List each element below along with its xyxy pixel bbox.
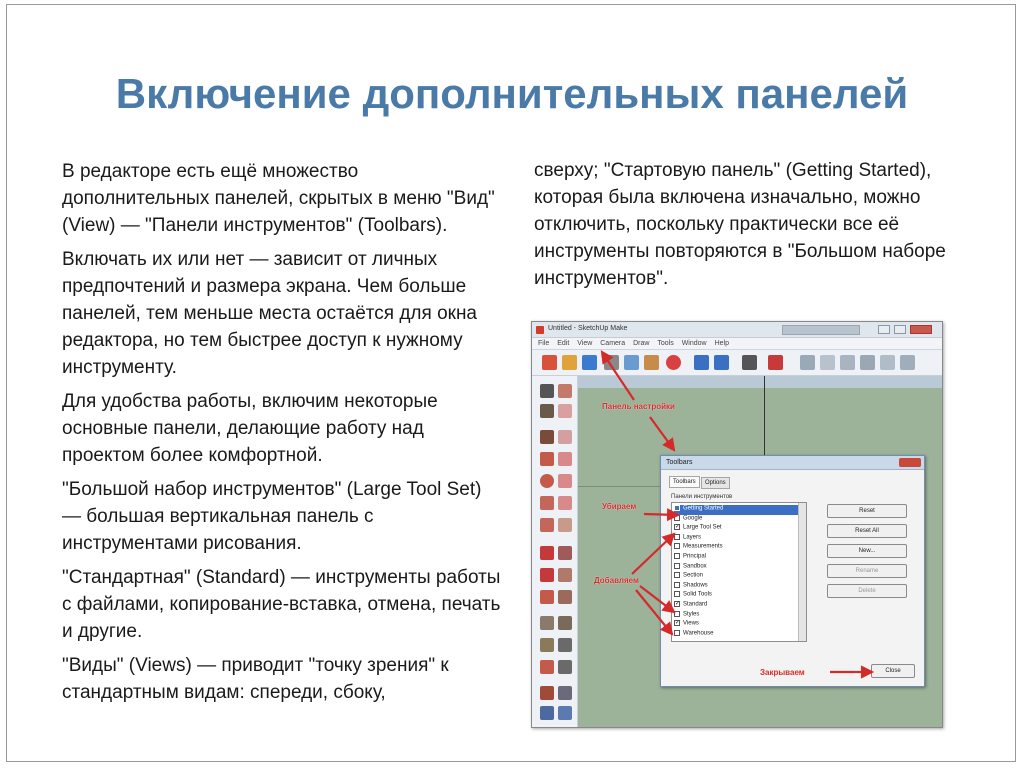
rotated-rectangle-icon[interactable] [558, 452, 572, 466]
paragraph: В редакторе есть ещё множество дополнительных панелей, скрытых в меню "Вид" (View) — "Панели инструментов" (Toolbars). [62, 161, 495, 236]
new-file-icon[interactable] [542, 355, 557, 370]
checkbox-icon[interactable] [674, 505, 680, 511]
orbit-icon[interactable] [540, 686, 554, 700]
slide-title: Включение дополнительных панелей [115, 70, 909, 117]
window-titlebar [532, 322, 942, 338]
paragraph: Включать их или нет — зависит от личных предпочтений и размера экрана. Чем больше панелей, тем меньше места остаётся для окна редактора, но тем быстрее доступ к нужному инструменту. [62, 249, 478, 378]
rename-button[interactable]: Rename [827, 564, 907, 578]
freehand-icon[interactable] [558, 430, 572, 444]
toolbar-list-item-label: Section [683, 572, 704, 579]
checkbox-icon[interactable] [674, 563, 680, 569]
menu-view[interactable]: View [577, 340, 593, 347]
toolbar-list-item[interactable] [674, 611, 699, 621]
dimension-icon[interactable] [558, 616, 572, 630]
cut-icon[interactable] [604, 355, 619, 370]
toolbar-list-item-label: Warehouse [683, 630, 714, 637]
toolbar-list-item-label: Standard [683, 601, 708, 608]
pie-icon[interactable] [558, 518, 572, 532]
eraser-icon[interactable] [558, 404, 572, 418]
menu-camera[interactable]: Camera [600, 340, 626, 347]
toolbar-list-item-label: Large Tool Set [683, 524, 722, 531]
select-tool-icon[interactable] [540, 384, 554, 398]
reset-button[interactable]: Reset [827, 504, 907, 518]
toolbar-list-item-label: Google [683, 515, 703, 522]
menu-bar [532, 338, 942, 350]
axes-icon[interactable] [540, 660, 554, 674]
erase-icon[interactable] [666, 355, 681, 370]
paint-bucket-icon[interactable] [540, 404, 554, 418]
offset-icon[interactable] [558, 590, 572, 604]
move-icon[interactable] [540, 546, 554, 560]
toolbar-list-item[interactable] [674, 582, 708, 592]
paragraph: Для удобства работы, включим некоторые основные панели, делающие работу над проектом более комфортной. [62, 391, 438, 466]
toolbar-list-item-label: Styles [683, 611, 700, 618]
toolbar-list-item[interactable] [674, 572, 703, 582]
paste-icon[interactable] [644, 355, 659, 370]
checkbox-icon[interactable]: ✓ [675, 620, 681, 627]
protractor-icon[interactable] [540, 638, 554, 652]
two-point-arc-icon[interactable] [558, 496, 572, 510]
toolbar-list-item[interactable] [674, 601, 707, 611]
top-view-icon[interactable] [820, 355, 835, 370]
toolbar-list-item[interactable] [674, 563, 707, 573]
close-button[interactable]: Close [871, 664, 915, 678]
arc-icon[interactable] [540, 496, 554, 510]
polygon-icon[interactable] [558, 474, 572, 488]
search-box[interactable] [782, 325, 860, 335]
three-point-arc-icon[interactable] [540, 518, 554, 532]
undo-icon[interactable] [694, 355, 709, 370]
checkbox-icon[interactable] [674, 572, 680, 578]
right-text-column [534, 157, 954, 299]
checkbox-icon[interactable] [674, 553, 680, 559]
toolbar-list-item-label: Sandbox [683, 563, 707, 570]
circle-icon[interactable] [540, 474, 554, 488]
paragraph: "Стандартная" (Standard) — инструменты работы с файлами, копирование-вставка, отмена, печать и другие. [62, 567, 501, 642]
dialog-close-icon[interactable] [899, 458, 921, 467]
iso-view-icon[interactable] [800, 355, 815, 370]
tab-options[interactable]: Options [701, 477, 730, 489]
toolbar-list-item[interactable] [674, 543, 723, 553]
menu-draw[interactable]: Draw [633, 340, 650, 347]
toolbar-list-item[interactable] [674, 630, 713, 640]
annotation-remove: Убираем [602, 502, 637, 511]
rectangle-icon[interactable] [540, 452, 554, 466]
menu-file[interactable]: File [538, 340, 550, 347]
tape-measure-icon[interactable] [540, 616, 554, 630]
push-pull-icon[interactable] [558, 546, 572, 560]
sketchup-screenshot [531, 321, 943, 728]
annotation-add: Добавляем [594, 576, 639, 585]
follow-me-icon[interactable] [558, 568, 572, 582]
close-icon[interactable] [910, 325, 932, 334]
checkbox-icon[interactable] [674, 630, 680, 636]
window-title: Untitled - SketchUp Make [548, 325, 628, 332]
delete-button[interactable]: Delete [827, 584, 907, 598]
annotation-close: Закрываем [760, 668, 805, 677]
checkbox-icon[interactable] [674, 591, 680, 597]
paragraph: сверху; "Стартовую панель" (Getting Started), которая была включена изначально, можно отключить, поскольку практически все её инструменты повторяются в "Большом наборе инструментов". [534, 160, 946, 289]
standard-toolbar [532, 350, 942, 376]
open-icon[interactable] [562, 355, 577, 370]
3d-text-icon[interactable] [558, 660, 572, 674]
checkbox-icon[interactable] [674, 611, 680, 617]
zoom-window-icon[interactable] [558, 706, 572, 720]
menu-tools[interactable]: Tools [657, 340, 674, 347]
save-icon[interactable] [582, 355, 597, 370]
minimize-icon[interactable] [878, 325, 890, 334]
toolbar-list-item[interactable] [674, 515, 702, 525]
toolbar-list-item-label: Views [683, 620, 699, 627]
copy-icon[interactable] [624, 355, 639, 370]
tab-toolbars[interactable]: Toolbars [669, 476, 700, 488]
toolbar-list-item-label: Getting Started [683, 505, 724, 512]
toolbar-list-item[interactable] [674, 591, 712, 601]
list-scrollbar[interactable] [798, 503, 806, 641]
front-view-icon[interactable] [840, 355, 855, 370]
make-component-icon[interactable] [558, 384, 572, 398]
checkbox-icon[interactable] [674, 515, 680, 521]
print-icon[interactable] [742, 355, 757, 370]
toolbar-list-item-label: Shadows [683, 582, 708, 589]
toolbar-list-item[interactable] [674, 534, 701, 544]
toolbars-group-label: Панели инструментов [671, 494, 733, 500]
model-info-icon[interactable] [768, 355, 783, 370]
checkbox-icon[interactable]: ✓ [675, 601, 681, 607]
toolbar-list-item[interactable] [674, 553, 706, 563]
paragraph: "Виды" (Views) — приводит "точку зрения" к стандартным видам: спереди, сбоку, [62, 655, 449, 703]
toolbar-list-item[interactable] [674, 524, 722, 534]
menu-window[interactable]: Window [681, 340, 707, 347]
toolbar-list-item[interactable] [674, 505, 802, 515]
menu-help[interactable]: Help [714, 340, 729, 347]
rotate-icon[interactable] [540, 568, 554, 582]
redo-icon[interactable] [714, 355, 729, 370]
sketchup-app-icon [536, 326, 544, 334]
left-view-icon[interactable] [900, 355, 915, 370]
paragraph: "Большой набор инструментов" (Large Tool Set) — большая вертикальная панель с инструментами рисования. [62, 479, 482, 554]
new-button[interactable]: New... [827, 544, 907, 558]
zoom-icon[interactable] [540, 706, 554, 720]
toolbar-list-item-label: Solid Tools [683, 591, 712, 598]
dialog-titlebar [661, 456, 924, 470]
reset-all-button[interactable]: Reset All [827, 524, 907, 538]
toolbar-list-item[interactable] [674, 620, 699, 630]
annotation-settings-panel: Панель настройки [602, 402, 675, 411]
toolbars-dialog [660, 455, 925, 687]
menu-edit[interactable]: Edit [557, 340, 570, 347]
back-view-icon[interactable] [880, 355, 895, 370]
toolbar-list-item-label: Layers [683, 534, 702, 541]
large-tool-set-toolbar [532, 376, 578, 727]
checkbox-icon[interactable]: ✓ [675, 524, 681, 531]
dialog-title: Toolbars [666, 459, 693, 466]
right-view-icon[interactable] [860, 355, 875, 370]
checkbox-icon[interactable] [674, 534, 680, 540]
pan-icon[interactable] [558, 686, 572, 700]
left-text-column [62, 158, 502, 713]
text-tool-icon[interactable] [558, 638, 572, 652]
checkbox-icon[interactable] [674, 543, 680, 549]
maximize-icon[interactable] [894, 325, 906, 334]
blue-axis [764, 376, 765, 466]
toolbar-list-item-label: Measurements [683, 543, 723, 550]
line-tool-icon[interactable] [540, 430, 554, 444]
scale-icon[interactable] [540, 590, 554, 604]
checkbox-icon[interactable] [674, 582, 680, 588]
toolbar-list-item-label: Principal [683, 553, 707, 560]
toolbars-list[interactable] [671, 502, 807, 642]
sky [578, 376, 942, 388]
